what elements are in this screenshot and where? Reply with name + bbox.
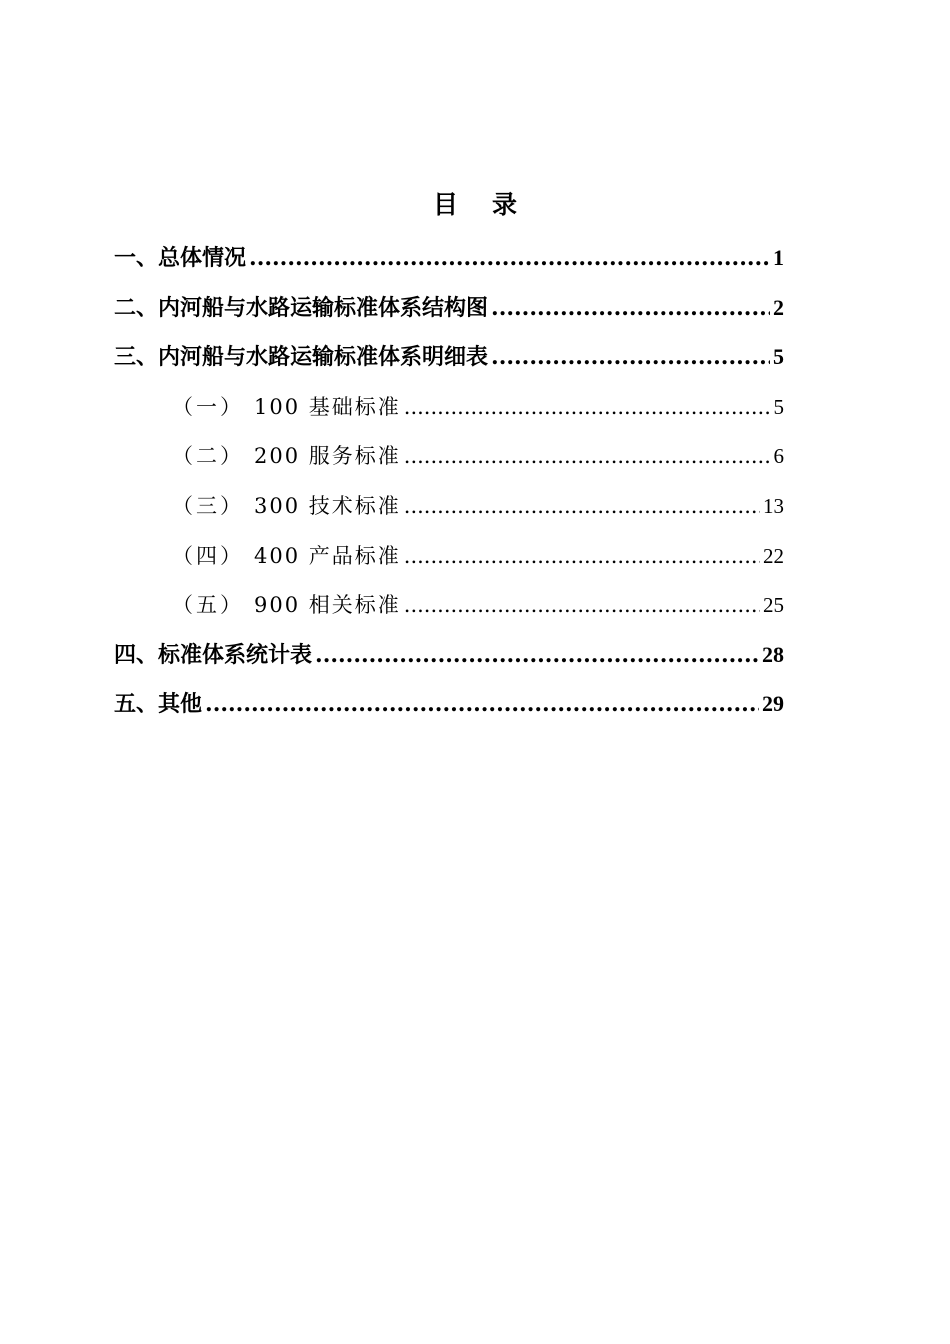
entry-title: 900 相关标准: [254, 593, 401, 618]
toc-entry-product-standards[interactable]: [114, 535, 784, 585]
entry-page-number: 5: [773, 394, 784, 419]
dot-leader: [404, 485, 760, 527]
entry-title: 标准体系统计表: [158, 641, 313, 668]
dot-leader: [491, 336, 770, 378]
entry-number: 一、: [114, 245, 159, 271]
entry-number: （五）: [172, 593, 244, 618]
entry-page-number: 28: [762, 641, 784, 667]
toc-entry-service-standards[interactable]: [114, 435, 784, 485]
entry-title: 内河船与水路运输标准体系结构图: [158, 294, 489, 321]
entry-page-number: 29: [762, 691, 784, 717]
entry-page-number: 1: [773, 245, 784, 270]
dot-leader: [404, 584, 760, 626]
dot-leader: [491, 287, 770, 329]
toc-entry-other[interactable]: [114, 683, 784, 733]
dot-leader: [205, 683, 759, 725]
dot-leader: [404, 535, 760, 577]
toc-list: [114, 237, 784, 733]
entry-page-number: 5: [773, 344, 784, 370]
entry-page-number: 13: [763, 493, 784, 518]
toc-entry-overview[interactable]: [114, 237, 784, 287]
entry-page-number: 25: [763, 593, 784, 618]
toc-entry-statistics-table[interactable]: [114, 634, 784, 684]
dot-leader: [404, 435, 771, 477]
entry-page-number: 22: [763, 543, 784, 568]
toc-entry-technical-standards[interactable]: [114, 485, 784, 535]
entry-title: 100 基础标准: [254, 394, 401, 419]
dot-leader: [315, 634, 759, 676]
entry-number: 三、: [114, 344, 159, 371]
toc-title: 目录: [432, 189, 551, 219]
entry-title: 其他: [158, 691, 203, 718]
entry-page-number: 6: [773, 444, 784, 469]
entry-number: 二、: [114, 294, 159, 321]
dot-leader: [404, 386, 771, 428]
entry-title: 300 技术标准: [254, 493, 401, 518]
entry-title: 200 服务标准: [254, 444, 401, 469]
entry-number: （二）: [172, 444, 244, 469]
entry-title: 400 产品标准: [254, 543, 401, 568]
entry-number: （四）: [172, 543, 244, 568]
toc-entry-structure-diagram[interactable]: [114, 287, 784, 337]
entry-number: （一）: [172, 394, 244, 419]
dot-leader: [249, 237, 770, 279]
entry-number: 五、: [114, 691, 159, 718]
entry-number: 四、: [114, 641, 159, 668]
toc-entry-detail-table[interactable]: [114, 336, 784, 386]
entry-title: 总体情况: [158, 245, 247, 271]
entry-number: （三）: [172, 493, 244, 518]
entry-title: 内河船与水路运输标准体系明细表: [158, 344, 489, 371]
entry-page-number: 2: [773, 294, 784, 320]
toc-entry-related-standards[interactable]: [114, 584, 784, 634]
toc-entry-basic-standards[interactable]: [114, 386, 784, 436]
